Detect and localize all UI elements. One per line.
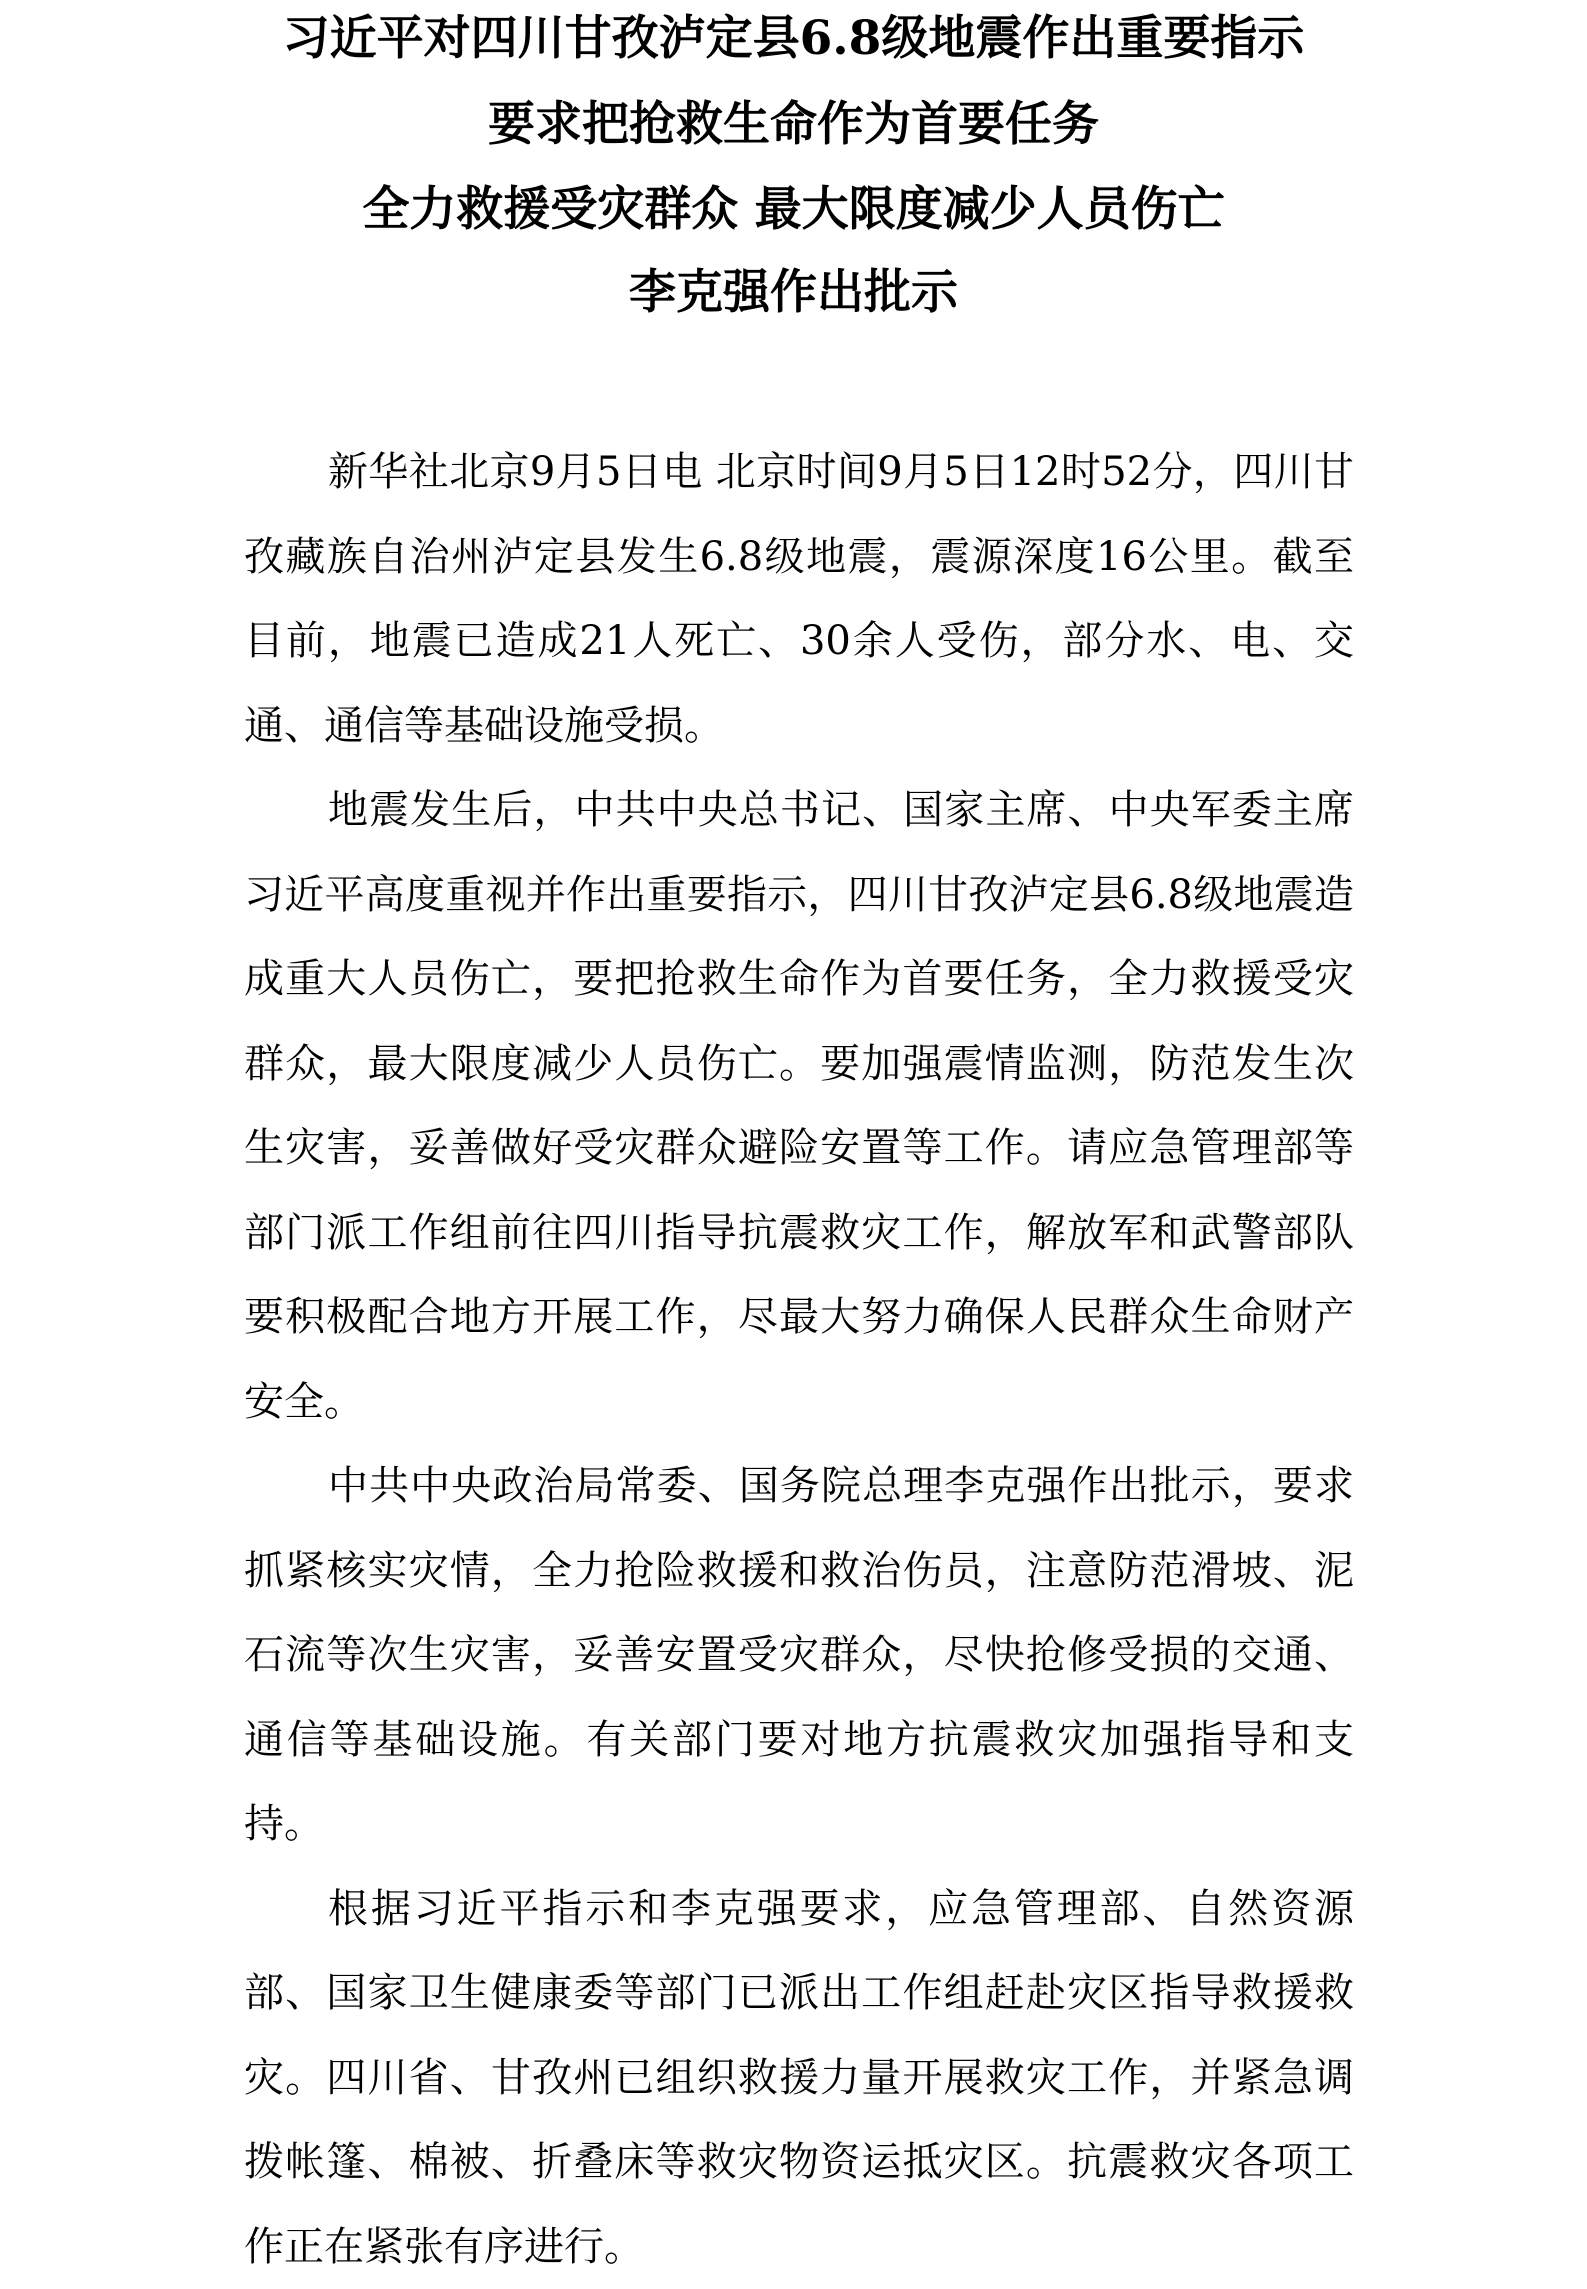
headline-line-3: 全力救援受灾群众 最大限度减少人员伤亡: [0, 180, 1587, 240]
article-body: [244, 430, 1354, 2289]
headline-line-1: 习近平对四川甘孜泸定县6.8级地震作出重要指示: [0, 9, 1587, 69]
paragraph-2: 地震发生后，中共中央总书记、国家主席、中央军委主席习近平高度重视并作出重要指示，四川甘孜泸定县6.8级地震造成重大人员伤亡，要把抢救生命作为首要任务，全力救援受灾群众，最大限度减少人员伤亡。要加强震情监测，防范发生次生灾害，妥善做好受灾群众避险安置等工作。请应急管理部等部门派工作组前往四川指导抗震救灾工作，解放军和武警部队要积极配合地方开展工作，尽最大努力确保人民群众生命财产安全。: [244, 768, 1354, 1444]
headline-line-4: 李克强作出批示: [0, 263, 1587, 323]
paragraph-3: 中共中央政治局常委、国务院总理李克强作出批示，要求抓紧核实灾情，全力抢险救援和救治伤员，注意防范滑坡、泥石流等次生灾害，妥善安置受灾群众，尽快抢修受损的交通、通信等基础设施。有关部门要对地方抗震救灾加强指导和支持。: [244, 1444, 1354, 1867]
paragraph-4: 根据习近平指示和李克强要求，应急管理部、自然资源部、国家卫生健康委等部门已派出工作组赶赴灾区指导救援救灾。四川省、甘孜州已组织救援力量开展救灾工作，并紧急调拨帐篷、棉被、折叠床等救灾物资运抵灾区。抗震救灾各项工作正在紧张有序进行。: [244, 1867, 1354, 2289]
paragraph-1: 新华社北京9月5日电 北京时间9月5日12时52分，四川甘孜藏族自治州泸定县发生6.8级地震，震源深度16公里。截至目前，地震已造成21人死亡、30余人受伤，部分水、电、交通、通信等基础设施受损。: [244, 430, 1354, 768]
headline-line-2: 要求把抢救生命作为首要任务: [0, 95, 1587, 155]
